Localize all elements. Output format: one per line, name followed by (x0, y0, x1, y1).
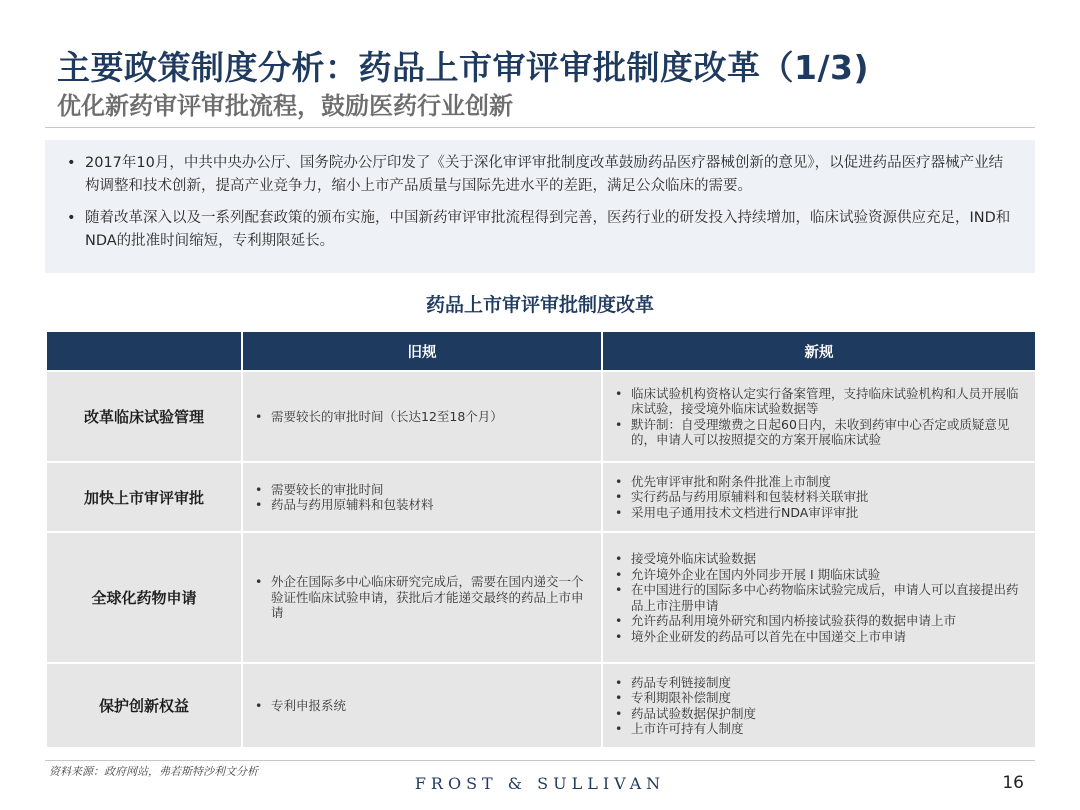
list-item: • 接受境外临床试验数据 (631, 551, 1025, 567)
list-item: • 上市许可持有人制度 (631, 721, 1025, 737)
source-note: 资料来源：政府网站，弗若斯特沙利文分析 (49, 765, 258, 778)
header-category (47, 332, 241, 370)
old-rules-cell (243, 533, 601, 662)
list-item: • 实行药品与药用原辅料和包装材料关联审批 (631, 489, 1025, 505)
brand-logo: FROST & SULLIVAN (414, 774, 666, 793)
title-divider (45, 127, 1035, 128)
list-item: • 需要较长的审批时间 (271, 482, 591, 498)
list-item: • 药品专利链接制度 (631, 675, 1025, 691)
table-title: 药品上市审评审批制度改革 (425, 294, 654, 316)
row-category: 加快上市审评审批 (47, 463, 241, 531)
page-subtitle: 优化新药审评审批流程，鼓励医药行业创新 (57, 92, 513, 120)
new-rules-cell (603, 372, 1035, 461)
row-category: 改革临床试验管理 (47, 372, 241, 461)
footer-divider (45, 760, 1035, 761)
list-item: • 需要较长的审批时间（长达12至18个月） (271, 409, 591, 425)
summary-bullet: • 2017年10月，中共中央办公厅、国务院办公厅印发了《关于深化审评审批制度改革鼓励药品医疗器械创新的意见》，以促进药品医疗器械产业结构调整和技术创新，提高产业竞争力，缩小上市产品质量与国际先进水平的差距，满足公众临床的需要。 (65, 152, 1013, 198)
new-rules-cell (603, 533, 1035, 662)
table-header-row (47, 332, 1035, 370)
old-rules-cell (243, 664, 601, 747)
old-rules-cell (243, 372, 601, 461)
table-row (47, 664, 1035, 747)
page-title: 主要政策制度分析：药品上市审评审批制度改革（1/3) (57, 48, 870, 87)
new-rules-cell (603, 664, 1035, 747)
list-item: • 外企在国际多中心临床研究完成后，需要在国内递交一个验证性临床试验申请，获批后才能递交最终的药品上市申请 (271, 574, 591, 621)
list-item: • 优先审评审批和附条件批准上市制度 (631, 474, 1025, 490)
list-item: • 药品试验数据保护制度 (631, 706, 1025, 722)
list-item: • 专利期限补偿制度 (631, 690, 1025, 706)
list-item: • 临床试验机构资格认定实行备案管理，支持临床试验机构和人员开展临床试验，接受境外临床试验数据等 (631, 386, 1025, 417)
page-number: 16 (1002, 773, 1024, 793)
list-item: • 在中国进行的国际多中心药物临床试验完成后，申请人可以直接提出药品上市注册申请 (631, 582, 1025, 613)
table-row (47, 372, 1035, 461)
list-item: • 药品与药用原辅料和包装材料 (271, 497, 591, 513)
summary-bullet: • 随着改革深入以及一系列配套政策的颁布实施，中国新药审评审批流程得到完善，医药行业的研发投入持续增加，临床试验资源供应充足，IND和NDA的批准时间缩短，专利期限延长。 (65, 207, 1013, 253)
summary-box (45, 140, 1035, 273)
old-rules-cell (243, 463, 601, 531)
list-item: • 境外企业研发的药品可以首先在中国递交上市申请 (631, 629, 1025, 645)
row-category: 保护创新权益 (47, 664, 241, 747)
list-item: • 专利申报系统 (271, 698, 591, 714)
header-new-rules: 新规 (603, 332, 1035, 370)
reform-table (45, 330, 1037, 749)
table-row (47, 533, 1035, 662)
table-row (47, 463, 1035, 531)
new-rules-cell (603, 463, 1035, 531)
row-category: 全球化药物申请 (47, 533, 241, 662)
list-item: • 默许制：自受理缴费之日起60日内，未收到药审中心否定或质疑意见的，申请人可以按照提交的方案开展临床试验 (631, 417, 1025, 448)
list-item: • 允许药品利用境外研究和国内桥接试验获得的数据申请上市 (631, 613, 1025, 629)
list-item: • 允许境外企业在国内外同步开展 I 期临床试验 (631, 567, 1025, 583)
header-old-rules: 旧规 (243, 332, 601, 370)
list-item: • 采用电子通用技术文档进行NDA审评审批 (631, 505, 1025, 521)
